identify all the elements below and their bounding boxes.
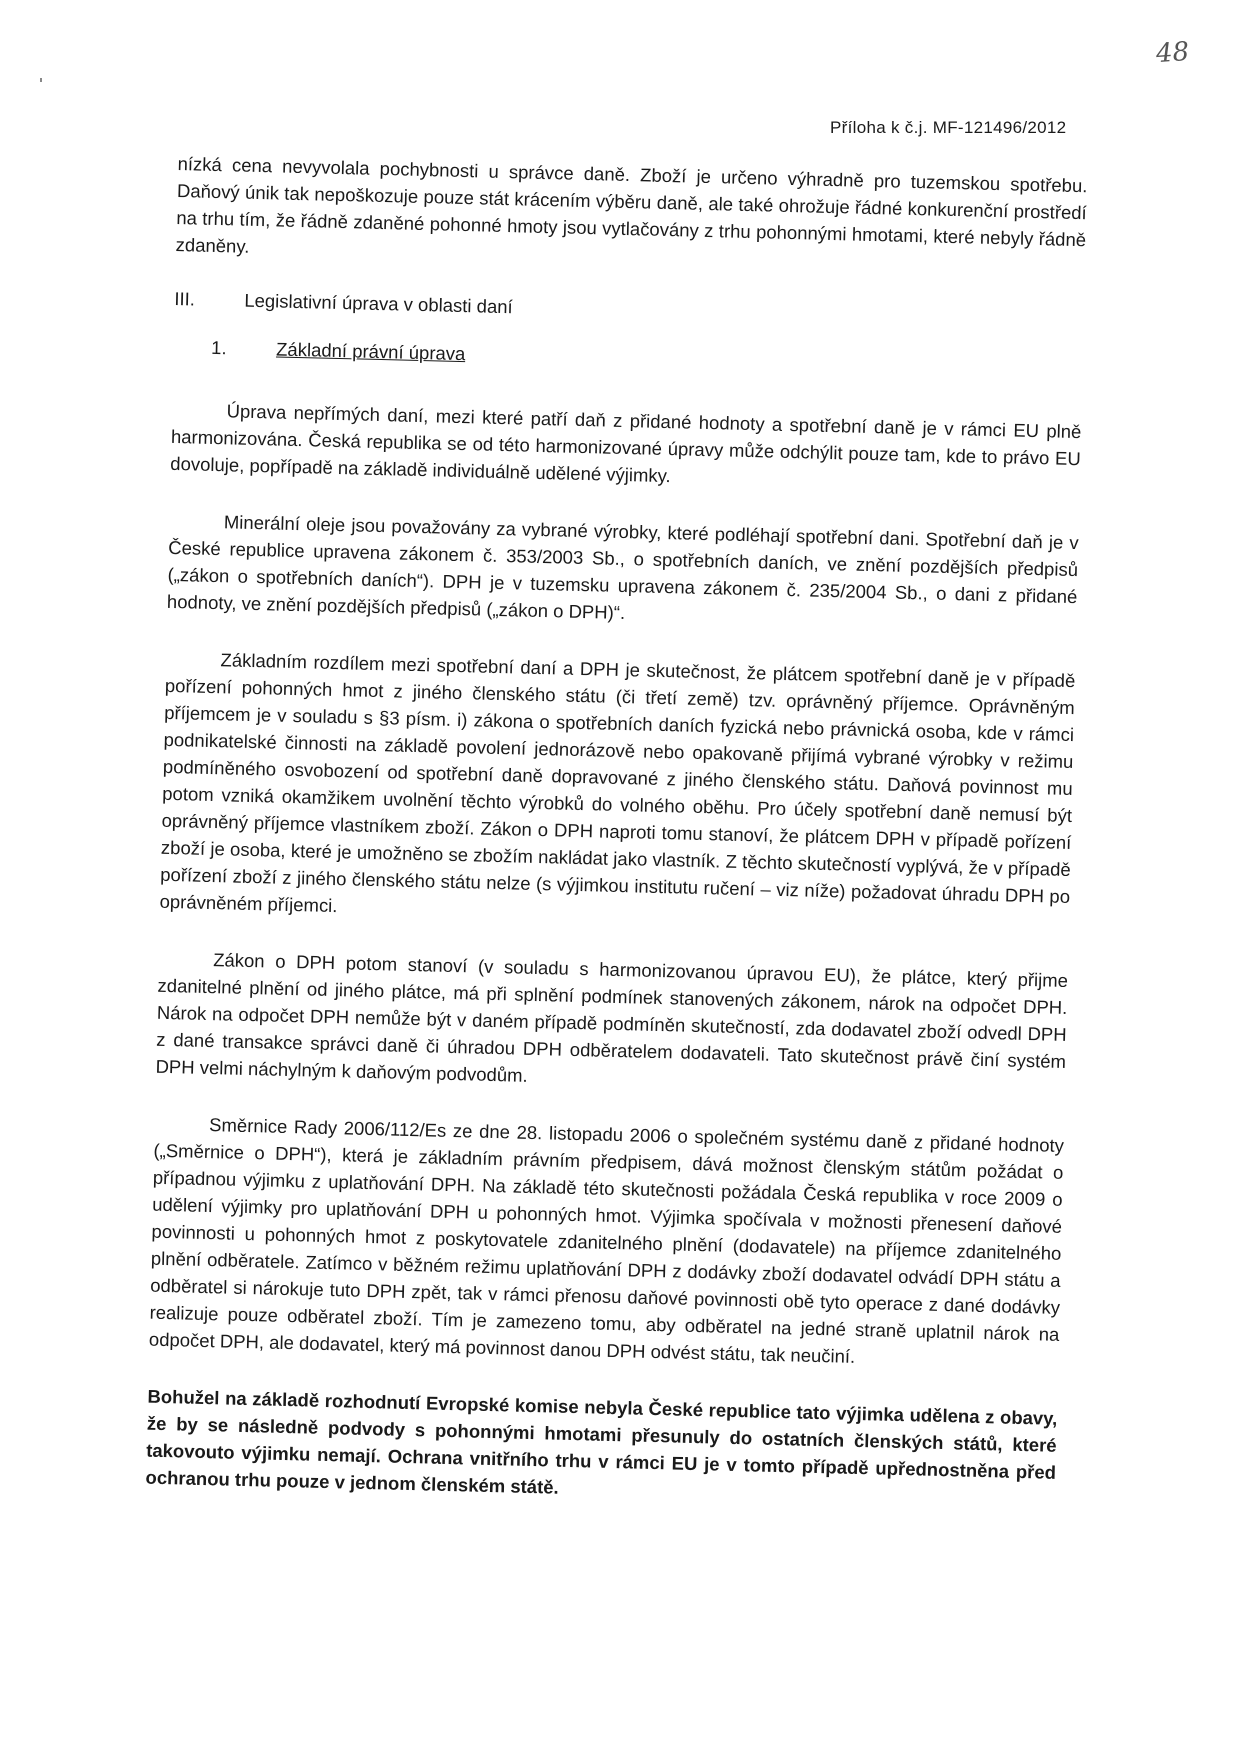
subsection-heading xyxy=(211,337,1083,380)
conclusion-paragraph: Bohužel na základě rozhodnutí Evropské komise nebyla České republice tato výjimka udělena z obavy, že by se následně podvody s pohonnými hmotami přesunuly do ostatních členských států, které takovouto výjimku nemají. Ochrana vnitřního trhu v rámci EU je v tomto případě upřednostněna před ochranou trhu pouze v jednom členském státě. xyxy=(145,1385,1058,1498)
paragraph-excise-vs-vat: Základním rozdílem mezi spotřební daní a DPH je skutečnost, že plátcem spotřební daně je v případě pořízení pohonných hmot z jiného členského státu (či třetí země) tzv. oprávněný příjemce. Oprávněným příjemcem je v souladu s §3 písm. i) zákona o spotřebních daních fyzická nebo právnická osoba, kde v rámci podnikatelské činnosti na základě povolení jednorázově nebo opakovaně přijímá vybrané výrobky v režimu podmíněného osvobození od spotřební daně dopravované z jiného členského státu. Daňová povinnost mu potom vzniká okamžikem uvolnění těchto výrobků do volného oběhu. Pro účely spotřební daně nemusí být oprávněný příjemce vlastníkem zboží. Zákon o DPH naproti tomu stanoví, že plátcem DPH v případě pořízení zboží je osoba, které je umožněno se zbožím nakládat jako vlastník. Z těchto skutečností vyplývá, že v případě pořízení zboží z jiného členského státu nelze (s výjimkou institutu ručení – viz níže) požadovat úhradu DPH po oprávněném příjemci. xyxy=(159,649,1076,917)
document-reference: Příloha k č.j. MF-121496/2012 xyxy=(830,118,1067,137)
section-number: III. xyxy=(174,287,196,310)
intro-paragraph: nízká cena nevyvolala pochybnosti u správce daně. Zboží je určeno výhradně pro tuzemskou spotřebu. Daňový únik tak nepoškozuje pouze stát krácením výběru daně, ale také ohrožuje řádné konkurenční prostředí na trhu tím, že řádně zdaněné pohonné hmoty jsou vytlačovány z trhu pohonnými hmotami, které nebyly řádně zdaněny. xyxy=(175,152,1088,257)
subsection-title: Základní právní úprava xyxy=(275,338,466,365)
document-body xyxy=(145,150,1088,1543)
handwritten-page-number: 48 xyxy=(1154,36,1191,70)
paragraph-indirect-taxes: Úprava nepřímých daní, mezi které patří daň z přidané hodnoty a spotřební daně je v rámci EU plně harmonizována. Česká republika se od této harmonizované úpravy může odchýlit pouze tam, kde to právo EU dovoluje, popřípadě na základě individuálně udělené výjimky. xyxy=(170,400,1082,487)
scan-speck xyxy=(40,78,42,82)
subsection-number: 1. xyxy=(210,336,227,359)
section-heading xyxy=(174,288,1084,332)
paragraph-mineral-oils: Minerální oleje jsou považovány za vybrané výrobky, které podléhají spotřební dani. Spotřební daň je v České republice upravena zákonem č. 353/2003 Sb., o spotřebních daních, ve znění pozdějších předpisů („zákon o spotřebních daních“). DPH je v tuzemsku upravena zákonem č. 235/2004 Sb., o dani z přidané hodnoty, ve znění pozdějších předpisů („zákon o DPH)“. xyxy=(166,511,1079,624)
section-title: Legislativní úprava v oblasti daní xyxy=(244,289,513,318)
paragraph-vat-deduction: Zákon o DPH potom stanoví (v souladu s harmonizovanou úpravou EU), že plátce, který přijme zdanitelné plnění od jiného plátce, má při splnění podmínek stanovených zákonem, nárok na odpočet DPH. Nárok na odpočet DPH nemůže být v daném případě podmíněn skutečností, zda dodavatel zboží odvedl DPH z dané transakce správci daně či úhradou DPH odběratelem dodavateli. Tato skutečnost právě činí systém DPH velmi náchylným k daňovým podvodům. xyxy=(155,949,1069,1086)
paragraph-directive: Směrnice Rady 2006/112/Es ze dne 28. listopadu 2006 o společném systému daně z přidané hodnoty („Směrnice o DPH“), která je základním právním předpisem, dává možnost členským státům požádat o případnou výjimku z uplatňování DPH. Na základě této skutečnosti požádala Česká republika v roce 2009 o udělení výjimky pro uplatňování DPH u pohonných hmot. Výjimka spočívala v možnosti přenesení daňové povinnosti u pohonných hmot z poskytovatele zdanitelného plnění (dodavatele) na příjemce zdanitelného plnění odběratele. Zatímco v běžném režimu uplatňování DPH z dodávky zboží dodavatel odvádí DPH státu a odběratel si nárokuje tuto DPH zpět, tak v rámci přenosu daňové povinnosti obě tyto operace z dané dodávky realizuje pouze odběratel zboží. Tím je zamezeno tomu, aby odběratel na jedné straně uplatnil nárok na odpočet DPH, ale dodavatel, který má povinnost danou DPH odvést státu, tak neučiní. xyxy=(148,1114,1065,1367)
